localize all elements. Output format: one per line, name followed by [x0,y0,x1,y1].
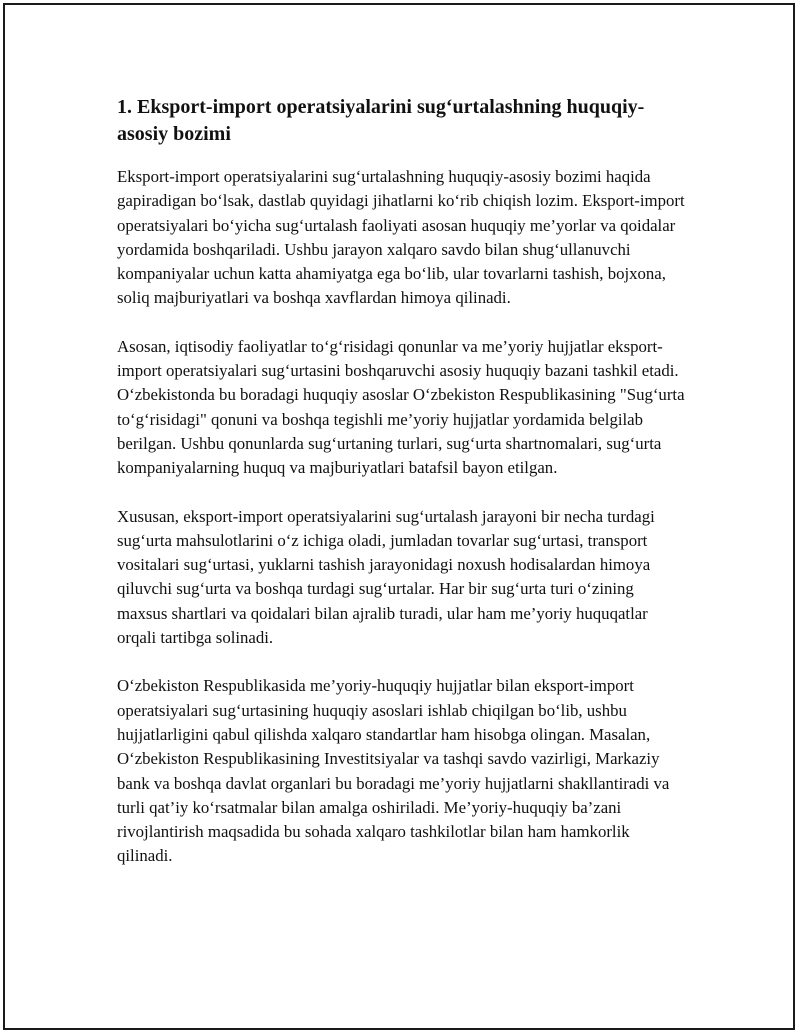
paragraph-3: Xususan, eksport-import operatsiyalarini sug‘urtalash jarayoni bir necha turdagi sug‘urta mahsulotlarini o‘z ichiga oladi, jumladan tovarlar sug‘urtasi, transport vositalari sug‘urtasi, yuklarni tashish jarayonidagi noxush hodisalardan himoya qiluvchi sug‘urta va boshqa turdagi sug‘urtalar. Har bir sug‘urta turi o‘zining maxsus shartlari va qoidalari bilan ajralib turadi, ular ham me’yoriy huquqatlar orqali tartibga solinadi. [117,506,655,648]
paragraph-4: O‘zbekiston Respublikasida me’yoriy-huquqiy hujjatlar bilan eksport-import operatsiyalari sug‘urtasining huquqiy asoslari ishlab chiqilgan bo‘lib, ushbu hujjatlarligini qabul qilishda xalqaro standartlar ham hisobga olingan. Masalan, O‘zbekiston Respublikasining Investitsiyalar va tashqi savdo vazirligi, Markaziy bank va boshqa davlat organlari bu boradagi me’yoriy hujjatlarni shakllantiradi va turli qat’iy ko‘rsatmalar bilan amalga oshiriladi. Me’yoriy-huquqiy ba’zani rivojlantirish maqsadida bu sohada xalqaro tashkilotlar bilan ham hamkorlik qilinadi. [117,676,670,866]
paragraph-2: Asosan, iqtisodiy faoliyatlar to‘g‘risidagi qonunlar va me’yoriy hujjatlar eksport-import operatsiyalari sug‘urtasini boshqaruvchi asosiy huquqiy bazani tashkil etadi. O‘zbekistonda bu boradagi huquqiy asoslar O‘zbekiston Respublikasining "Sug‘urta to‘g‘risidagi" qonuni va boshqa tegishli me’yoriy hujjatlar yordamida belgilab berilgan. Ushbu qonunlarda sug‘urtaning turlari, sug‘urta shartnomalari, sug‘urta kompaniyalarning huquq va majburiyatlari batafsil bayon etilgan. [117,336,685,478]
document-body [117,94,687,893]
section-heading: 1. Eksport-import operatsiyalarini sug‘urtalashning huquqiy-asosiy bozimi [117,96,645,145]
paragraph-1: Eksport-import operatsiyalarini sug‘urtalashning huquqiy-asosiy bozimi haqida gapiradigan bo‘lsak, dastlab quyidagi jihatlarni ko‘rib chiqish lozim. Eksport-import operatsiyalari bo‘yicha sug‘urtalash faoliyati asosan huquqiy me’yorlar va qoidalar yordamida boshqariladi. Ushbu jarayon xalqaro savdo bilan shug‘ullanuvchi kompaniyalar uchun katta ahamiyatga ega bo‘lib, ular tovarlarni tashish, bojxona, soliq majburiyatlari va boshqa xavflardan himoya qilinadi. [117,167,685,308]
